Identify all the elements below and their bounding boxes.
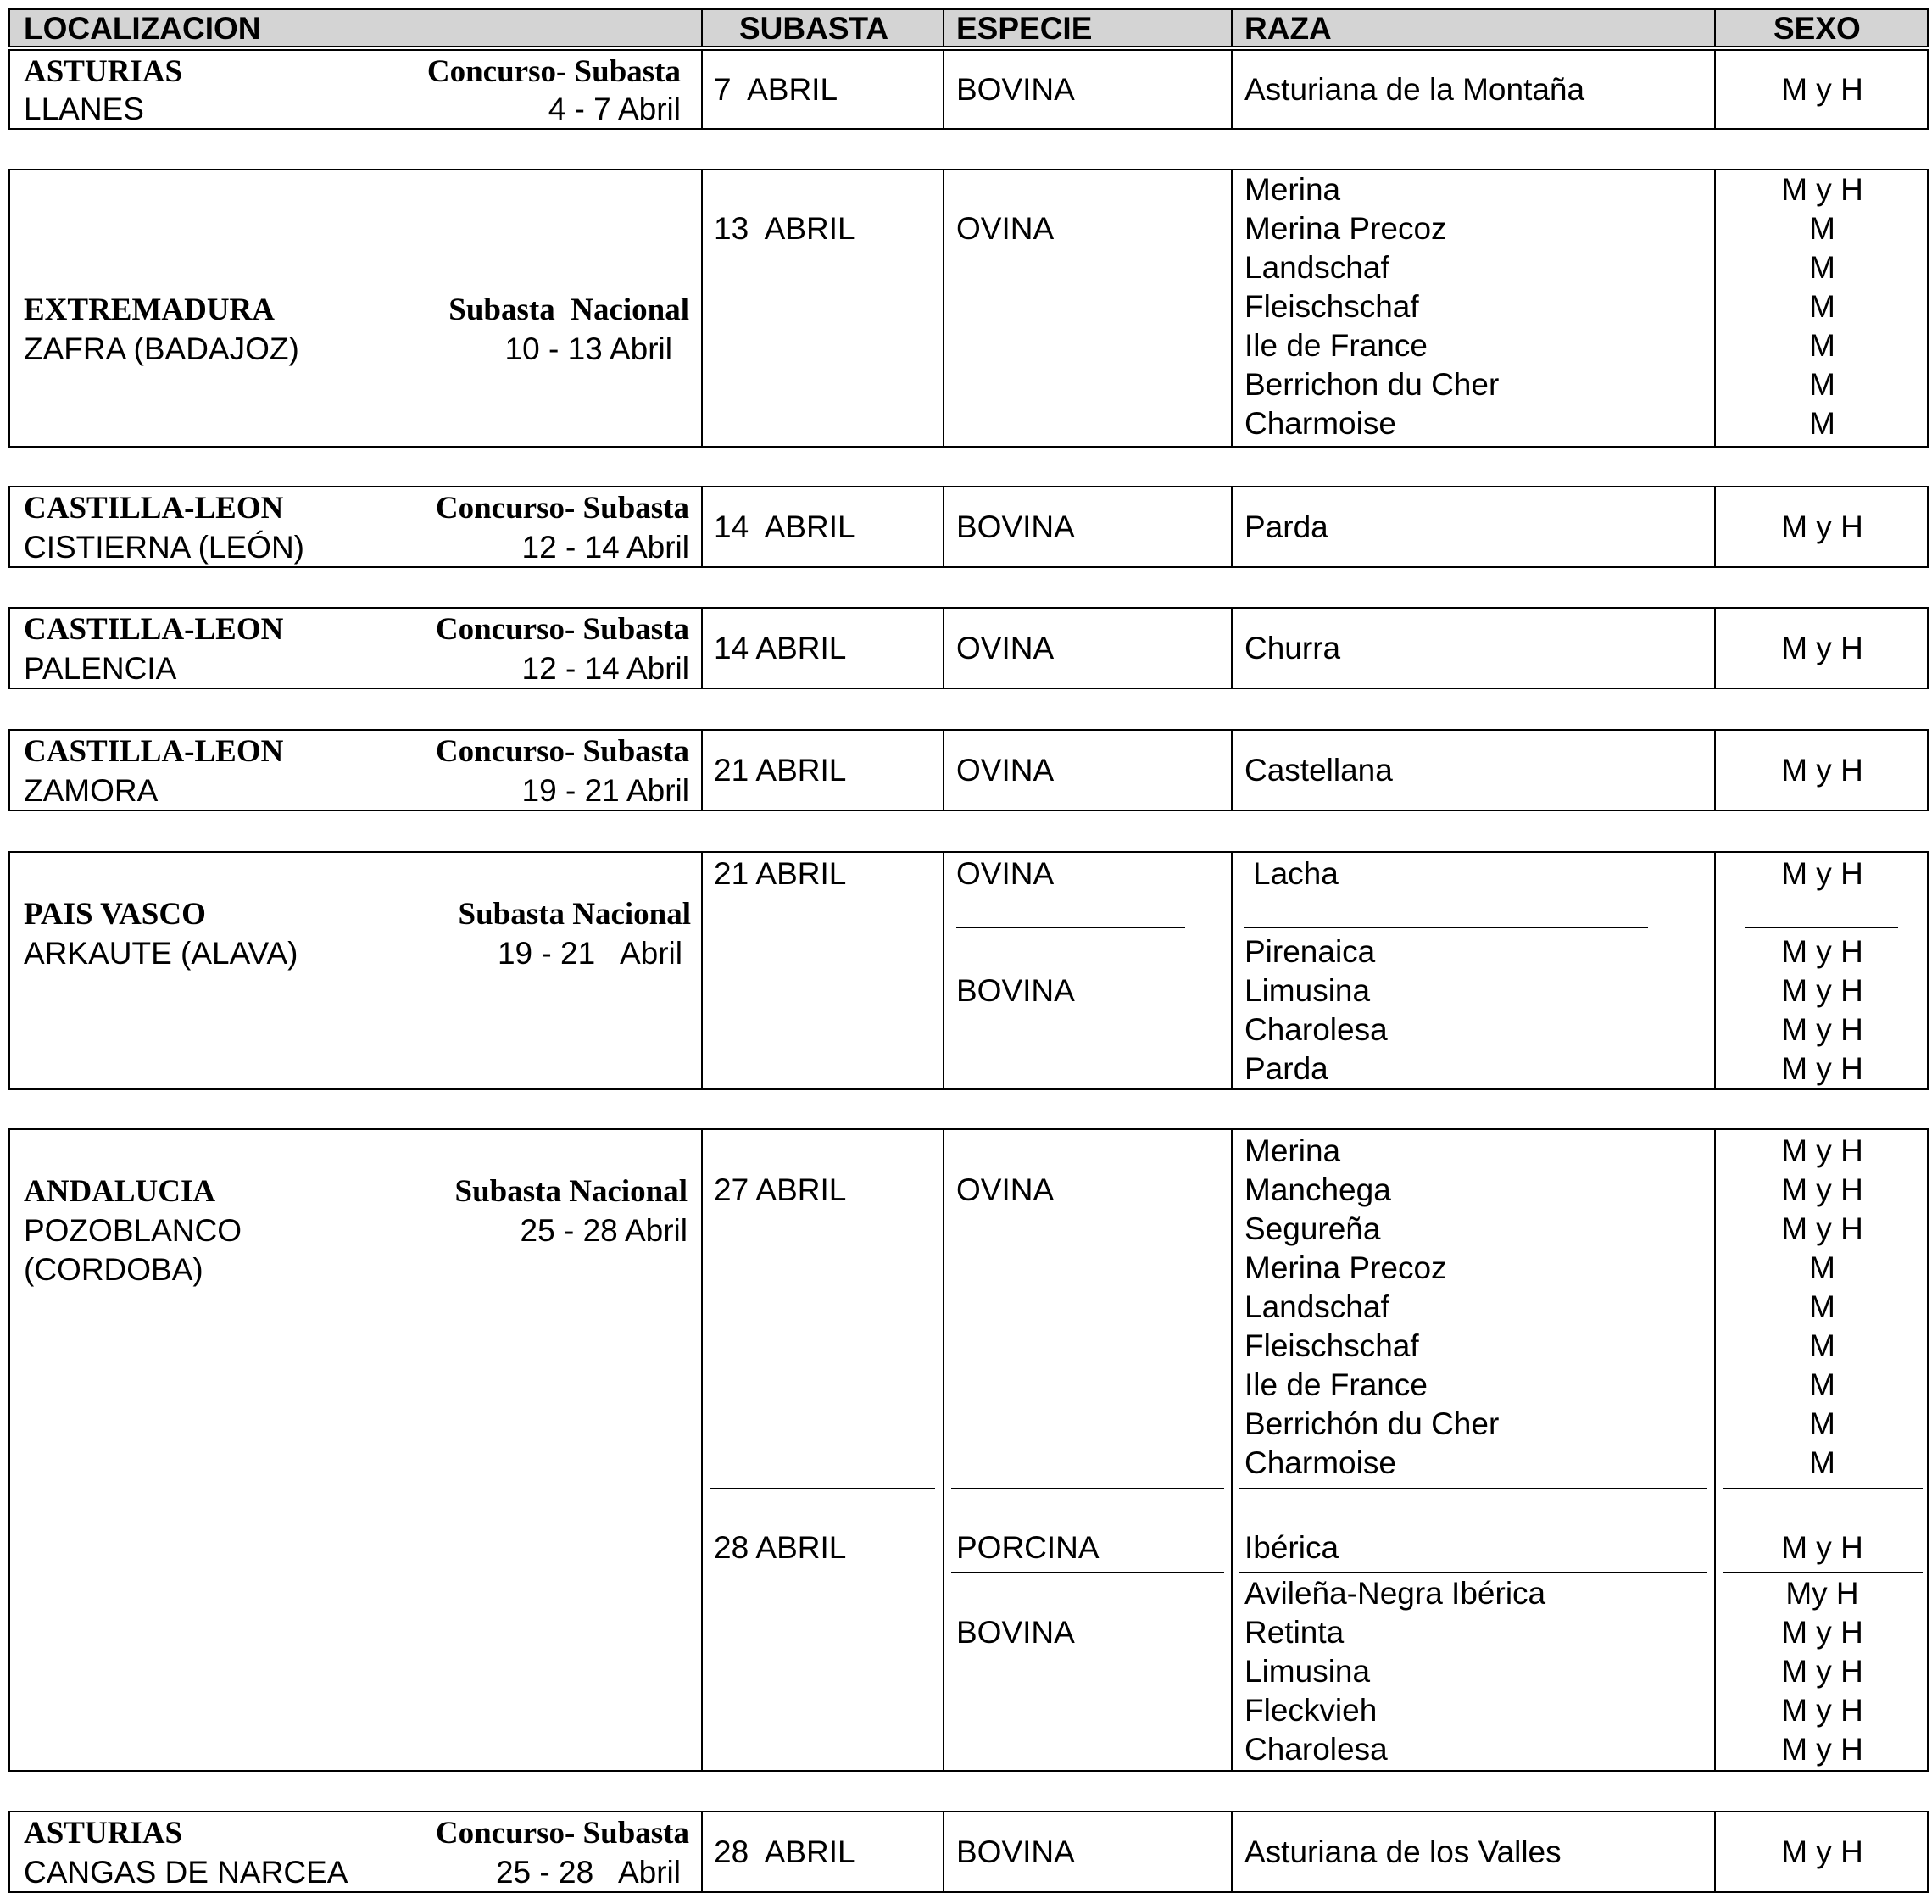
species-label: OVINA	[956, 753, 1055, 788]
sex-label: M y H	[1781, 1615, 1863, 1650]
sex-label: M y H	[1781, 509, 1863, 544]
species-label: OVINA	[956, 856, 1055, 891]
region-label: ANDALUCIA	[24, 1174, 216, 1209]
sex-label: M y H	[1781, 856, 1863, 891]
event-type: Subasta Nacional	[458, 897, 691, 932]
table-row	[8, 1811, 1929, 1893]
region-label: CASTILLA-LEON	[24, 734, 284, 769]
breed-label: Avileña-Negra Ibérica	[1244, 1576, 1546, 1611]
region-label: PAIS VASCO	[24, 897, 206, 932]
event-type: Subasta Nacional	[448, 292, 689, 327]
header-especie: ESPECIE	[956, 11, 1093, 46]
sex-label: M y H	[1781, 934, 1863, 969]
breed-label: Churra	[1244, 631, 1341, 665]
header-localizacion: LOCALIZACION	[24, 11, 261, 46]
sex-label: M	[1809, 1328, 1835, 1363]
sex-label: M y H	[1781, 753, 1863, 788]
table-row	[8, 486, 1929, 568]
auction-date: 21 ABRIL	[714, 856, 847, 891]
table-row	[8, 729, 1929, 811]
city-label: PALENCIA	[24, 651, 177, 686]
sex-label: M y H	[1781, 1012, 1863, 1047]
header-raza: RAZA	[1244, 11, 1332, 46]
breed-label: Landschaf	[1244, 1289, 1389, 1324]
breed-label: Charmoise	[1244, 406, 1396, 441]
breed-label: Merina	[1244, 172, 1341, 207]
species-label: OVINA	[956, 631, 1055, 665]
sex-label: M	[1809, 367, 1835, 402]
sex-label: M y H	[1781, 1654, 1863, 1689]
region-label: EXTREMADURA	[24, 292, 275, 327]
breed-label: Landschaf	[1244, 250, 1389, 285]
sex-label: M	[1809, 289, 1835, 324]
sex-label: M	[1809, 250, 1835, 285]
event-type: Concurso- Subasta	[426, 54, 681, 89]
event-type: Concurso- Subasta	[435, 1816, 689, 1851]
sex-label: M	[1809, 1406, 1835, 1441]
sex-label: M y H	[1781, 1211, 1863, 1246]
species-label: BOVINA	[956, 72, 1075, 107]
breed-label: Segureña	[1244, 1211, 1381, 1246]
event-type: Concurso- Subasta	[435, 612, 689, 647]
region-label: ASTURIAS	[24, 1816, 183, 1851]
event-dates: 4 - 7 Abril	[548, 92, 681, 126]
event-dates: 25 - 28 Abril	[495, 1855, 681, 1890]
event-dates: 12 - 14 Abril	[521, 530, 689, 565]
event-dates: 19 - 21 Abril	[521, 773, 689, 808]
sex-label: M y H	[1781, 1732, 1863, 1767]
breed-label: Limusina	[1244, 973, 1371, 1008]
sex-label: M y H	[1781, 72, 1863, 107]
breed-label: Pirenaica	[1244, 934, 1376, 969]
event-type: Concurso- Subasta	[435, 491, 689, 526]
species-label: BOVINA	[956, 1615, 1075, 1650]
breed-label: Merina Precoz	[1244, 1250, 1447, 1285]
table-row	[8, 1128, 1929, 1772]
table-row	[8, 49, 1929, 130]
breed-label: Ile de France	[1244, 328, 1428, 363]
table-header	[8, 8, 1929, 47]
region-label: ASTURIAS	[24, 54, 183, 89]
species-label: BOVINA	[956, 1834, 1075, 1869]
species-label: OVINA	[956, 211, 1055, 246]
city-label: (CORDOBA)	[24, 1252, 203, 1287]
breed-label: Lacha	[1253, 856, 1339, 891]
city-label: CANGAS DE NARCEA	[24, 1855, 348, 1890]
sex-label: M y H	[1781, 1834, 1863, 1869]
auction-date: 21 ABRIL	[714, 753, 847, 788]
table-row	[8, 169, 1929, 448]
breed-label: Merina	[1244, 1133, 1341, 1168]
city-label: POZOBLANCO	[24, 1213, 242, 1248]
region-label: CASTILLA-LEON	[24, 491, 284, 526]
breed-label: Limusina	[1244, 1654, 1371, 1689]
auction-date: 14 ABRIL	[714, 631, 847, 665]
auction-date: 28 ABRIL	[714, 1834, 855, 1869]
breed-label: Fleischschaf	[1244, 1328, 1419, 1363]
sex-label: M y H	[1781, 1530, 1863, 1565]
breed-label: Charolesa	[1244, 1012, 1388, 1047]
breed-label: Manchega	[1244, 1172, 1391, 1207]
sex-label: M	[1809, 211, 1835, 246]
breed-label: Merina Precoz	[1244, 211, 1447, 246]
sex-label: M	[1809, 406, 1835, 441]
breed-label: Ibérica	[1244, 1530, 1339, 1565]
sex-label: M y H	[1781, 1693, 1863, 1728]
sex-label: M	[1809, 1289, 1835, 1324]
event-dates: 19 - 21 Abril	[497, 936, 682, 971]
event-type: Concurso- Subasta	[435, 734, 689, 769]
region-label: CASTILLA-LEON	[24, 612, 284, 647]
header-sexo: SEXO	[1773, 11, 1861, 46]
event-dates: 25 - 28 Abril	[520, 1213, 688, 1248]
species-label: OVINA	[956, 1172, 1055, 1207]
breed-label: Castellana	[1244, 753, 1393, 788]
sex-label: M y H	[1781, 172, 1863, 207]
auction-date: 7 ABRIL	[714, 72, 838, 107]
city-label: CISTIERNA (LEÓN)	[24, 530, 304, 565]
breed-label: Fleischschaf	[1244, 289, 1419, 324]
city-label: ARKAUTE (ALAVA)	[24, 936, 298, 971]
table-row	[8, 851, 1929, 1090]
city-label: LLANES	[24, 92, 144, 126]
sex-label: M y H	[1781, 1051, 1863, 1086]
auction-date: 14 ABRIL	[714, 509, 855, 544]
sex-label: M y H	[1781, 1172, 1863, 1207]
auction-date: 28 ABRIL	[714, 1530, 847, 1565]
breed-label: Fleckvieh	[1244, 1693, 1378, 1728]
sex-label: M	[1809, 1445, 1835, 1480]
breed-label: Asturiana de la Montaña	[1244, 72, 1585, 107]
event-type: Subasta Nacional	[454, 1174, 688, 1209]
sex-label: My H	[1785, 1576, 1859, 1611]
sex-label: M	[1809, 1250, 1835, 1285]
breed-label: Charolesa	[1244, 1732, 1388, 1767]
sex-label: M y H	[1781, 631, 1863, 665]
breed-label: Retinta	[1244, 1615, 1345, 1650]
breed-label: Parda	[1244, 1051, 1328, 1086]
species-label: BOVINA	[956, 509, 1075, 544]
city-label: ZAFRA (BADAJOZ)	[24, 331, 299, 366]
auction-date: 13 ABRIL	[714, 211, 855, 246]
breed-label: Parda	[1244, 509, 1328, 544]
breed-label: Charmoise	[1244, 1445, 1396, 1480]
city-label: ZAMORA	[24, 773, 159, 808]
sex-label: M y H	[1781, 973, 1863, 1008]
event-dates: 12 - 14 Abril	[521, 651, 689, 686]
event-dates: 10 - 13 Abril	[504, 331, 672, 366]
breed-label: Berrichón du Cher	[1244, 1406, 1500, 1441]
breed-label: Asturiana de los Valles	[1244, 1834, 1562, 1869]
species-label: PORCINA	[956, 1530, 1100, 1565]
species-label: BOVINA	[956, 973, 1075, 1008]
table-row	[8, 607, 1929, 689]
breed-label: Berrichon du Cher	[1244, 367, 1500, 402]
sex-label: M	[1809, 328, 1835, 363]
auction-date: 27 ABRIL	[714, 1172, 847, 1207]
header-subasta: SUBASTA	[739, 11, 889, 46]
sex-label: M	[1809, 1367, 1835, 1402]
breed-label: Ile de France	[1244, 1367, 1428, 1402]
sex-label: M y H	[1781, 1133, 1863, 1168]
